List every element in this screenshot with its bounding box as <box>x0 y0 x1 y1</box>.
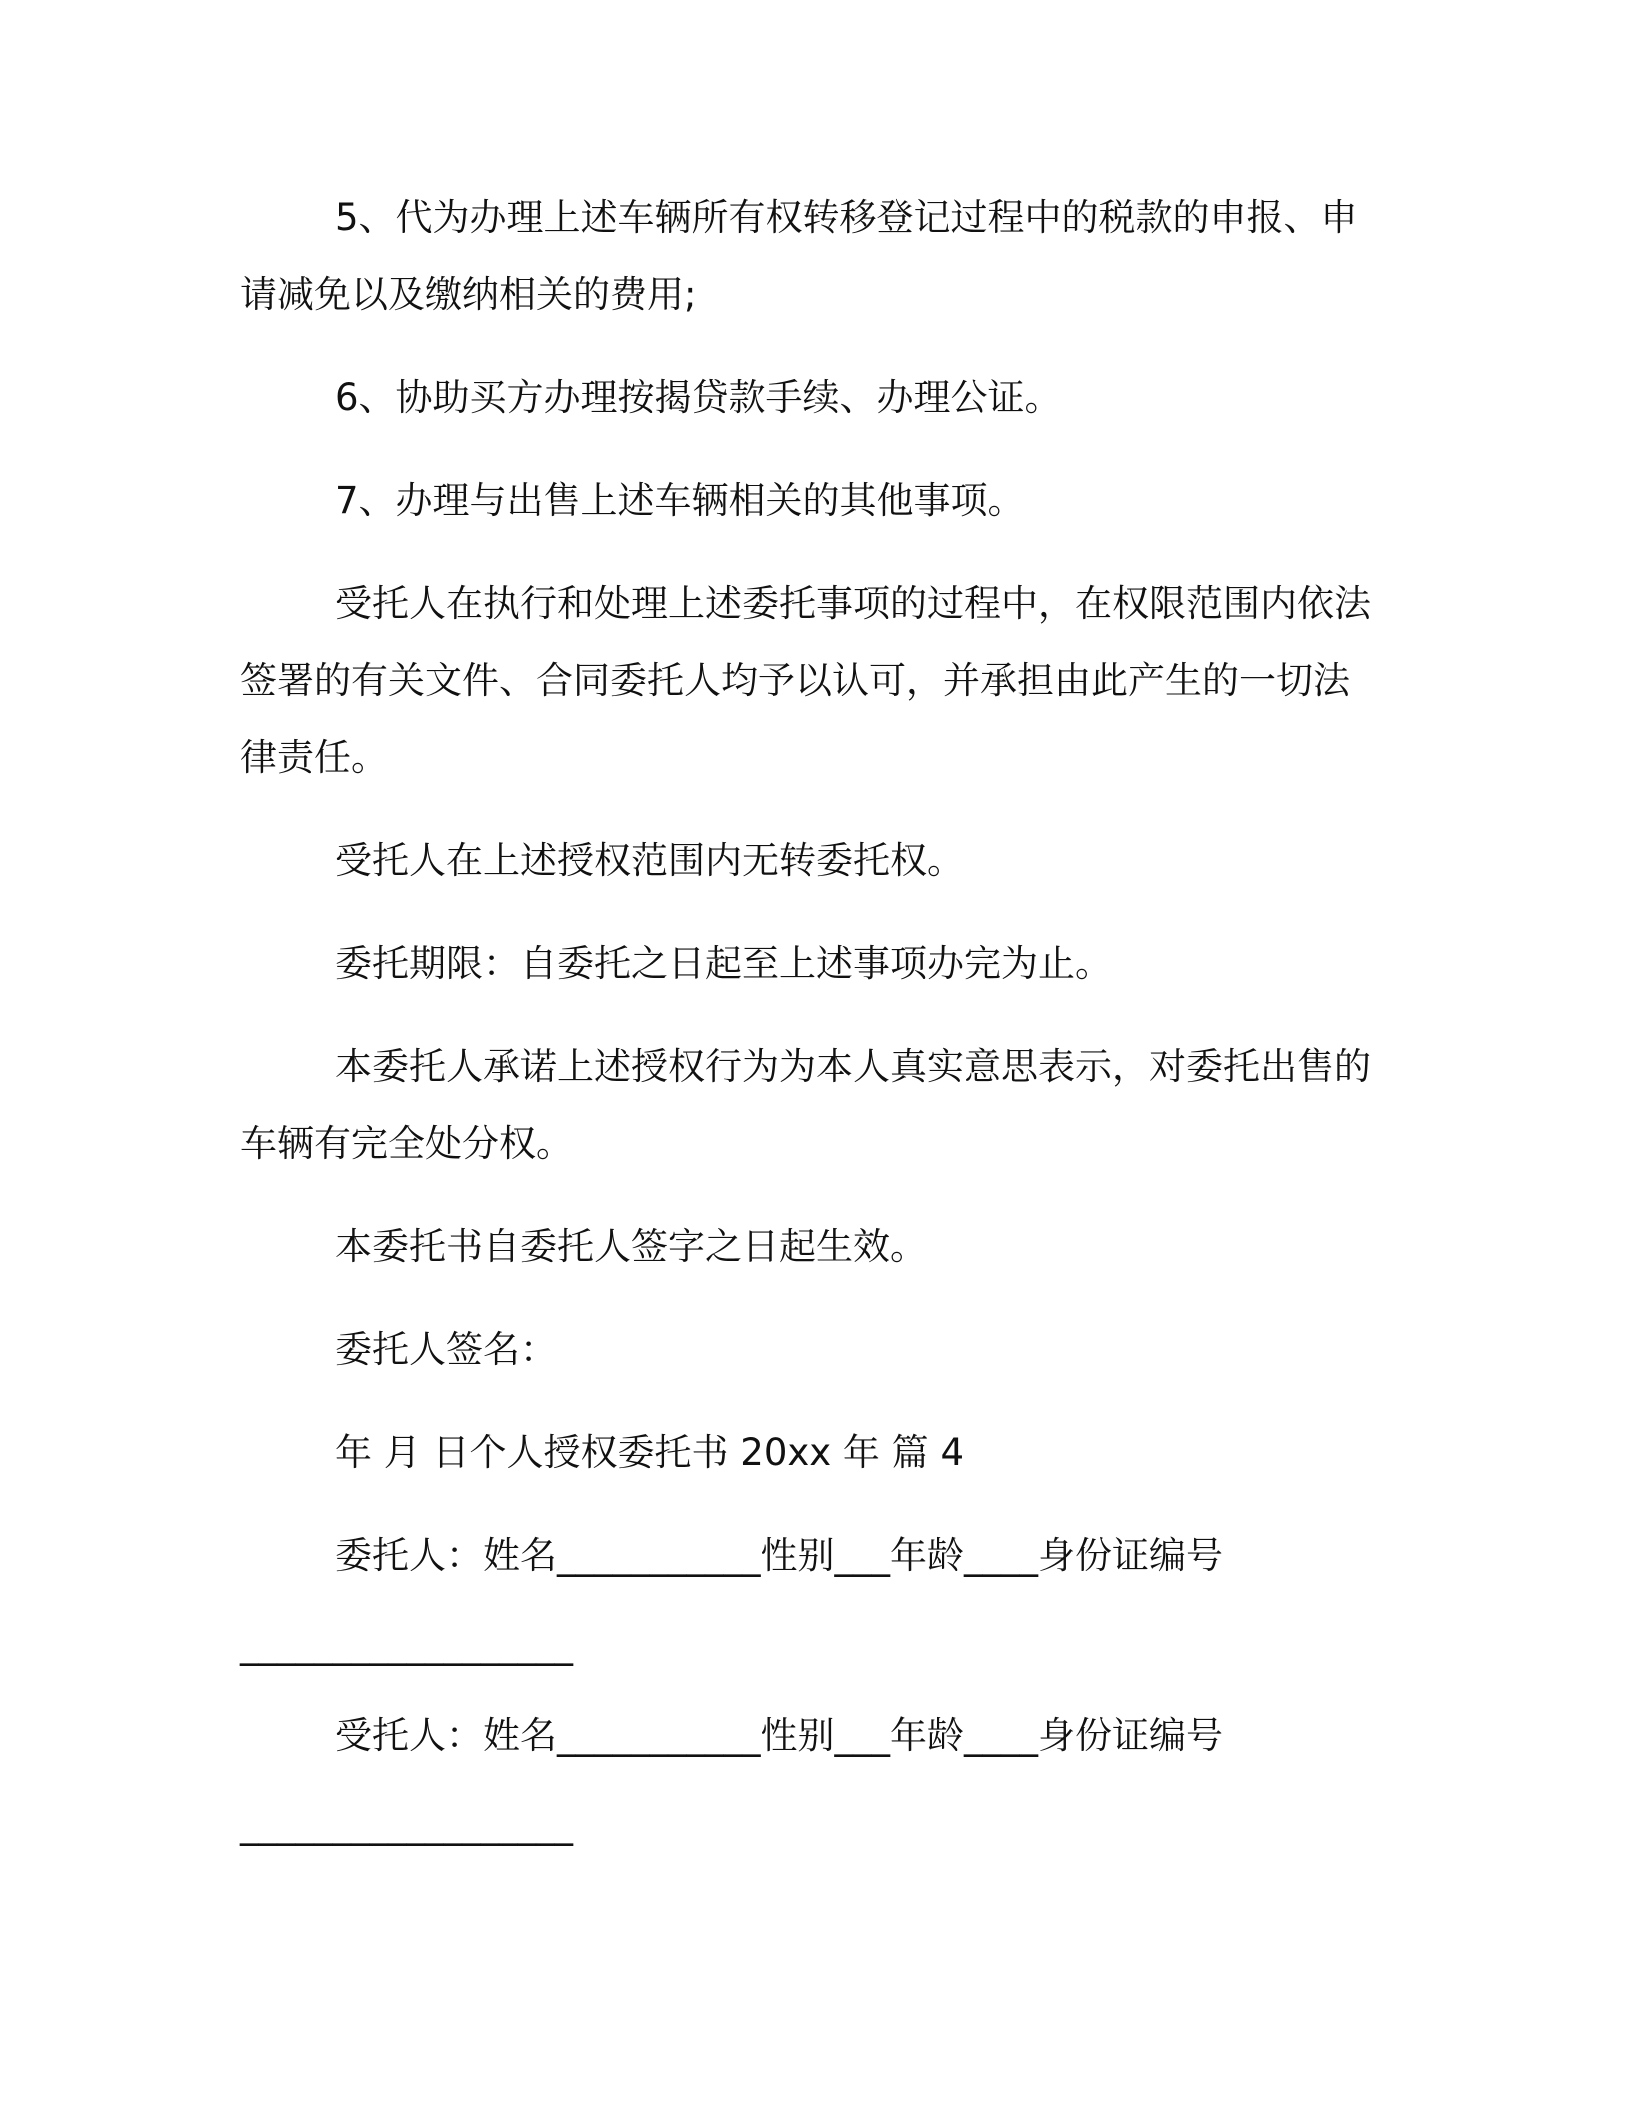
agent-info-line: 受托人：姓名___________性别___年龄____身份证编号 <box>335 1714 1223 1757</box>
item-5-line-1: 5、代为办理上述车辆所有权转移登记过程中的税款的申报、申 <box>335 196 1358 239</box>
paragraph-term: 委托期限：自委托之日起至上述事项办完为止。 <box>335 942 1112 985</box>
paragraph-commitment-line-2: 车辆有完全处分权。 <box>240 1122 573 1165</box>
date-and-section-heading: 年 月 日个人授权委托书 20xx 年 篇 4 <box>335 1431 964 1474</box>
paragraph-effective: 本委托书自委托人签字之日起生效。 <box>335 1225 927 1268</box>
paragraph-no-sub-delegation: 受托人在上述授权范围内无转委托权。 <box>335 839 964 882</box>
principal-id-blank: __________________ <box>240 1623 573 1666</box>
item-5-line-2: 请减免以及缴纳相关的费用; <box>240 273 697 316</box>
paragraph-authority-line-1: 受托人在执行和处理上述委托事项的过程中，在权限范围内依法 <box>335 582 1371 625</box>
signature-label: 委托人签名： <box>335 1328 557 1371</box>
item-6: 6、协助买方办理按揭贷款手续、办理公证。 <box>335 376 1062 419</box>
agent-id-blank: __________________ <box>240 1803 573 1846</box>
principal-info-line: 委托人：姓名___________性别___年龄____身份证编号 <box>335 1534 1223 1577</box>
paragraph-authority-line-3: 律责任。 <box>240 736 388 779</box>
paragraph-commitment-line-1: 本委托人承诺上述授权行为为本人真实意思表示，对委托出售的 <box>335 1045 1371 1088</box>
paragraph-authority-line-2: 签署的有关文件、合同委托人均予以认可，并承担由此产生的一切法 <box>240 659 1350 702</box>
item-7: 7、办理与出售上述车辆相关的其他事项。 <box>335 479 1025 522</box>
